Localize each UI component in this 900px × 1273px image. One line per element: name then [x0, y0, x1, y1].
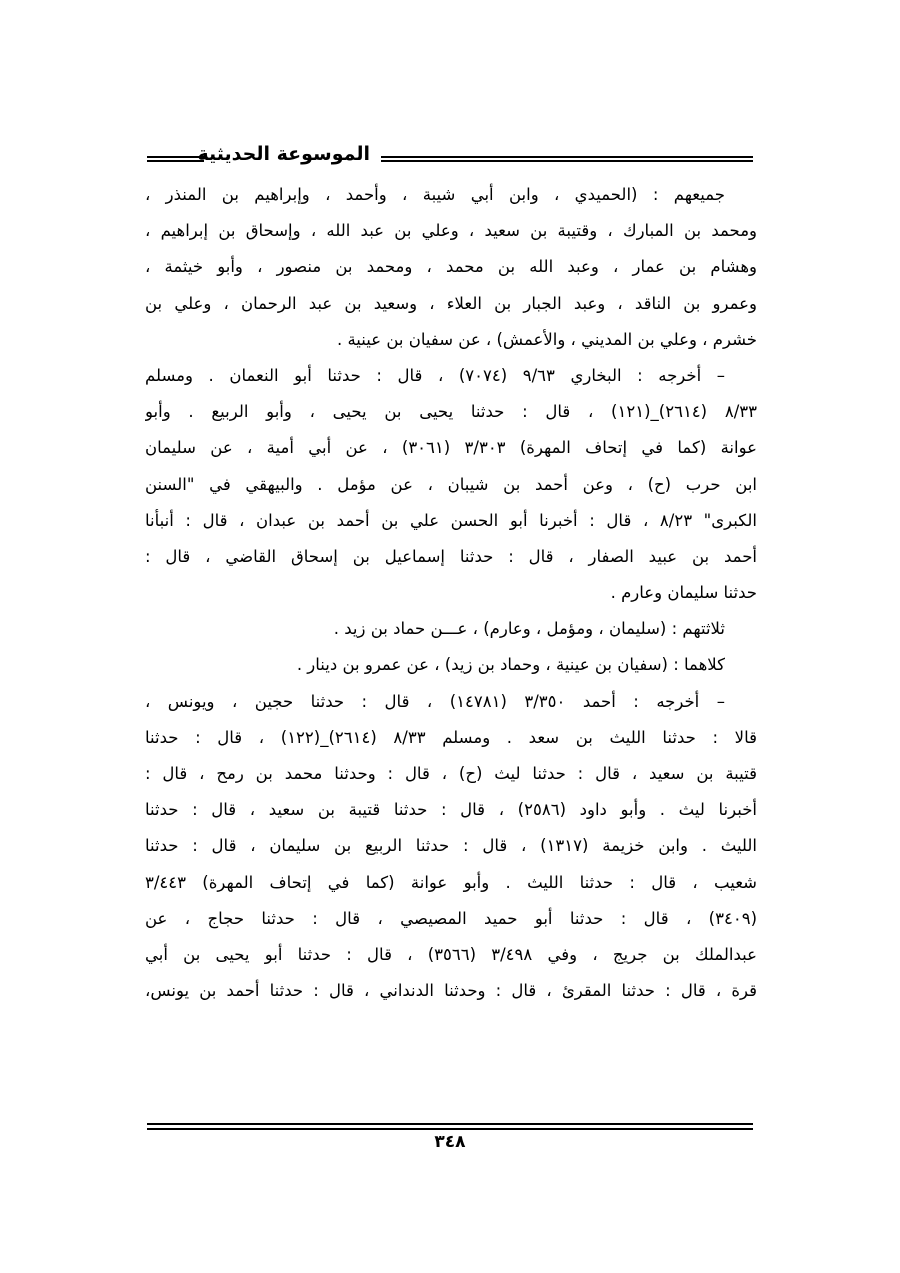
text-line: ثلاثتهم : (سليمان ، ومؤمل ، وعارم) ، عـــن حماد بن زيد . [333, 619, 725, 639]
page-number: ٣٤٨ [434, 1132, 466, 1152]
text-line: ٨/٣٣ (٢٦١٤)_(١٢١) ، قال : حدثنا يحيى بن يحيى ، وأبو الربيع . وأبو [145, 402, 757, 422]
text-line: – أخرجه : أحمد ٣/٣٥٠ (١٤٧٨١) ، قال : حدثنا حجين ، ويونس ، [145, 691, 725, 711]
header-rule [147, 156, 204, 158]
text-line: ابن حرب (ح) ، وعن أحمد بن شيبان ، عن مؤمل . والبيهقي في "السنن [145, 474, 757, 494]
text-line: قتيبة بن سعيد ، قال : حدثنا ليث (ح) ، قال : وحدثنا محمد بن رمح ، قال : [145, 764, 757, 783]
text-line: حدثنا سليمان وعارم . [610, 583, 757, 603]
text-line: الليث . وابن خزيمة (١٣١٧) ، قال : حدثنا الربيع بن سليمان ، قال : حدثنا [145, 836, 757, 856]
header-rule [381, 156, 753, 158]
text-line: كلاهما : (سفيان بن عينية ، وحماد بن زيد) ، عن عمرو بن دينار . [296, 655, 725, 675]
text-line: أحمد بن عبيد الصفار ، قال : حدثنا إسماعيل بن إسحاق القاضي ، قال : [145, 546, 757, 566]
text-line: – أخرجه : البخاري ٩/٦٣ (٧٠٧٤) ، قال : حدثنا أبو النعمان . ومسلم [145, 365, 726, 385]
text-line: قرة ، قال : حدثنا المقرئ ، قال : وحدثنا الدنداني ، قال : حدثنا أحمد بن يونس، [145, 981, 757, 1001]
footer-rule [147, 1123, 753, 1125]
header-rule [381, 160, 753, 162]
main-text [145, 177, 757, 1009]
text-line: وهشام بن عمار ، وعبد الله بن محمد ، ومحمد بن منصور ، وأبو خيثمة ، [145, 257, 757, 277]
text-line: قالا : حدثنا الليث بن سعد . ومسلم ٨/٣٣ (٢٦١٤)_(١٢٢) ، قال : حدثنا [145, 727, 757, 747]
text-line: وعمرو بن الناقد ، وعبد الجبار بن العلاء ، وسعيد بن عبد الرحمان ، وعلي بن [145, 293, 757, 313]
text-line: شعيب ، قال : حدثنا الليث . وأبو عوانة (كما في إتحاف المهرة) ٣/٤٤٣ [145, 872, 757, 892]
text-line: عبدالملك بن جريج ، وفي ٣/٤٩٨ (٣٥٦٦) ، قال : حدثنا أبو يحيى بن أبي [145, 944, 757, 964]
text-line: خشرم ، وعلي بن المديني ، والأعمش) ، عن سفيان بن عينية . [336, 329, 757, 349]
text-line: عوانة (كما في إتحاف المهرة) ٣/٣٠٣ (٣٠٦١) ، عن أبي أمية ، عن سليمان [145, 438, 757, 458]
text-line: جميعهم : (الحميدي ، وابن أبي شيبة ، وأحمد ، وإبراهيم بن المنذر ، [145, 185, 725, 204]
text-line: (٣٤٠٩) ، قال : حدثنا أبو حميد المصيصي ، قال : حدثنا حجاج ، عن [145, 908, 757, 928]
header-rule [147, 160, 204, 162]
text-line: أخبرنا ليث . وأبو داود (٢٥٨٦) ، قال : حدثنا قتيبة بن سعيد ، قال : حدثنا [145, 800, 757, 820]
footer-rule [147, 1128, 753, 1130]
running-header [147, 140, 753, 176]
text-line: الكبرى" ٨/٢٣ ، قال : أخبرنا أبو الحسن علي بن أحمد بن عبدان ، قال : أنبأنا [145, 510, 757, 530]
header-title: الموسوعة الحديثية [197, 143, 370, 165]
text-line: ومحمد بن المبارك ، وقتيبة بن سعيد ، وعلي بن عبد الله ، وإسحاق بن إبراهيم ، [145, 221, 757, 241]
